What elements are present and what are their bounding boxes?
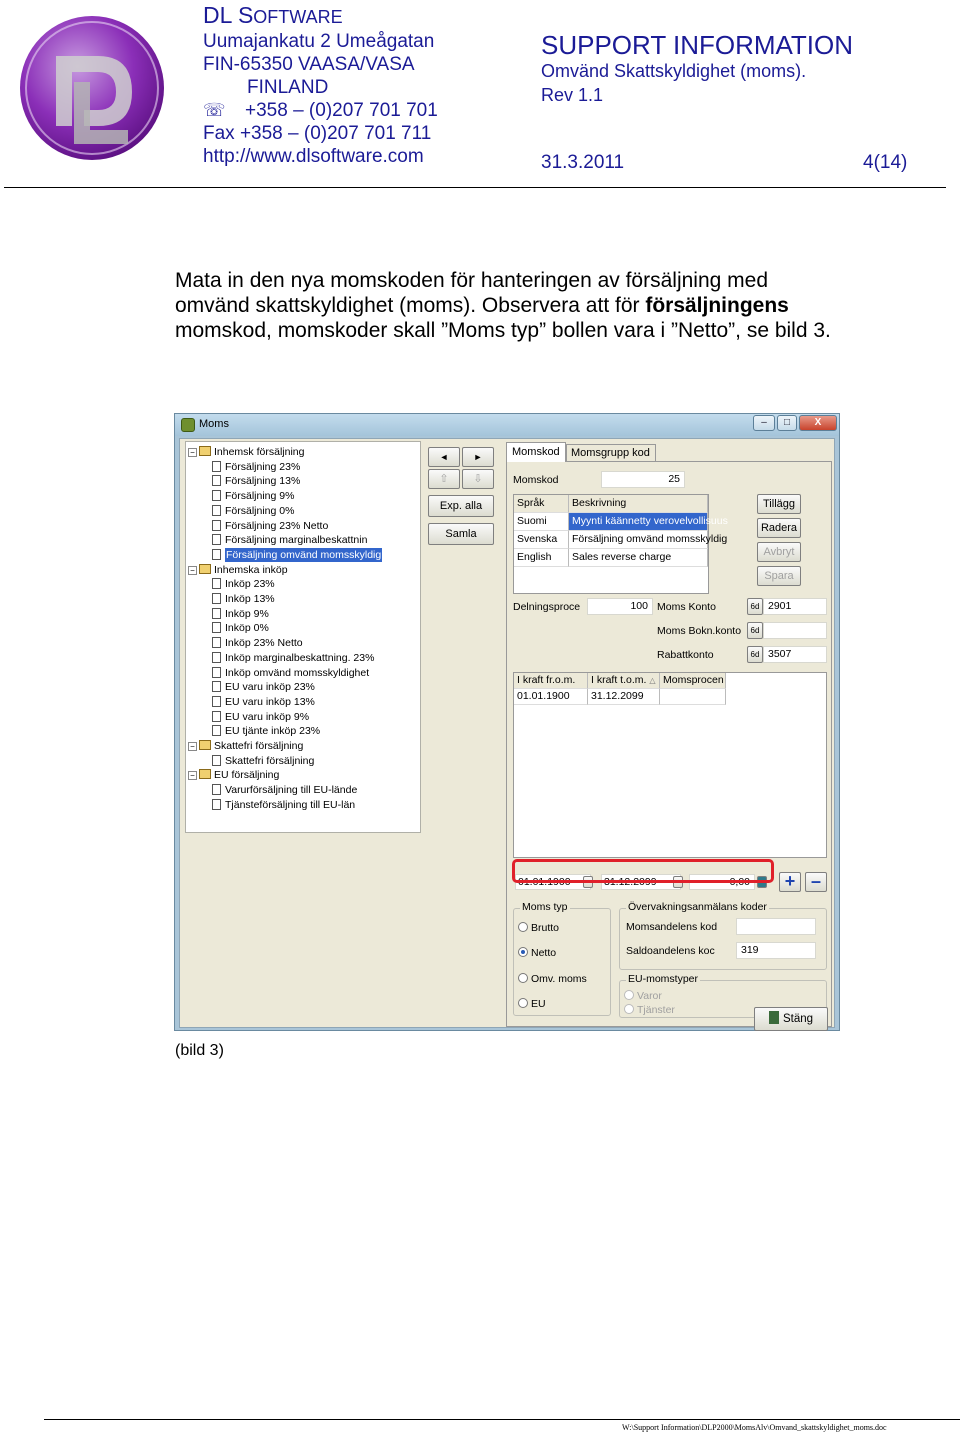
tree-item[interactable]: [212, 621, 269, 635]
tree-item-label: Försäljning 0%: [225, 504, 295, 517]
website-url[interactable]: http://www.dlsoftware.com: [203, 146, 424, 167]
document-icon: [212, 696, 221, 707]
moms-konto-field[interactable]: 2901: [763, 598, 827, 615]
document-icon: [212, 784, 221, 795]
app-icon: [181, 418, 195, 432]
document-icon: [212, 799, 221, 810]
book-icon: [199, 564, 211, 574]
moms-bokn-konto-field[interactable]: [763, 622, 827, 639]
radio-varor[interactable]: Varor: [624, 990, 662, 1002]
figure-caption: (bild 3): [175, 1042, 224, 1059]
table-row[interactable]: [514, 549, 708, 567]
tree-item-label: EU tjänte inköp 23%: [225, 725, 321, 738]
tree-folder[interactable]: [188, 739, 304, 753]
tree-item[interactable]: [212, 460, 301, 474]
tree-item-label: Inköp 13%: [225, 593, 275, 605]
delning-label: Delningsproce: [513, 601, 581, 613]
collapse-all-button[interactable]: Samla: [428, 523, 494, 545]
document-icon: [212, 725, 221, 736]
document-icon: [212, 461, 221, 472]
collapse-icon[interactable]: −: [188, 771, 197, 780]
document-icon: [212, 490, 221, 501]
tree-item-label: Tjänsteförsäljning till EU-län: [225, 798, 356, 811]
expand-all-button[interactable]: Exp. alla: [428, 495, 494, 517]
company-name: DL SOFTWARE: [203, 2, 343, 28]
sort-icon: △: [649, 676, 656, 685]
language-cell: Suomi: [514, 513, 569, 531]
document-icon: [212, 549, 221, 560]
tree-item-label: Inköp 0%: [225, 622, 269, 635]
add-button[interactable]: Tillägg: [757, 494, 801, 514]
page-number: 4(14): [863, 152, 908, 173]
minimize-button[interactable]: –: [753, 415, 775, 431]
moms-konto-lookup-button[interactable]: 6d: [747, 598, 763, 615]
telephone-icon: ☏: [203, 100, 226, 120]
tree-folder[interactable]: [188, 768, 280, 782]
column-header-beskrivning[interactable]: Beskrivning: [569, 495, 708, 513]
momsandel-field[interactable]: [736, 918, 816, 935]
door-icon: [769, 1011, 779, 1024]
tree-item[interactable]: [212, 607, 269, 621]
tree-item[interactable]: [212, 798, 356, 812]
remove-row-button[interactable]: –: [805, 872, 827, 892]
table-row[interactable]: [514, 531, 728, 549]
document-icon: [212, 520, 221, 531]
radio-tjanster[interactable]: Tjänster: [624, 1004, 675, 1016]
overvakning-group: [619, 901, 827, 970]
tree-item-label: Försäljning 23%: [225, 460, 301, 473]
tree-item[interactable]: [212, 504, 295, 518]
pct-cell[interactable]: [660, 689, 726, 705]
document-icon: [212, 711, 221, 722]
address-line-1: Uumajankatu 2 Umeågatan: [203, 31, 435, 52]
overvakning-title: Övervakningsanmälans koder: [628, 901, 767, 913]
tree-item-label: Inköp marginalbeskattning. 23%: [225, 651, 375, 664]
nav-up-button[interactable]: ⇧: [428, 469, 460, 489]
collapse-icon[interactable]: −: [188, 448, 197, 457]
nav-right-button[interactable]: ►: [462, 447, 494, 467]
document-icon: [212, 534, 221, 545]
save-button[interactable]: Spara: [757, 566, 801, 586]
tree-item-label: Försäljning marginalbeskattnin: [225, 534, 368, 547]
document-icon: [212, 652, 221, 663]
saldoandel-label: Saldoandelens koc: [626, 945, 715, 957]
close-window-button[interactable]: X: [799, 415, 837, 431]
tree-item-label: Försäljning omvänd momsskyldig: [226, 548, 382, 561]
tab-momskod[interactable]: Momskod: [506, 442, 566, 462]
tree-item-label: Inköp 9%: [225, 607, 269, 620]
tree-item[interactable]: [212, 666, 370, 680]
instruction-paragraph: Mata in den nya momskoden för hanteringen av försäljning med omvänd skattskyldighet (moms). Observera att för försäljningens momskod, momskoder skall ”Moms typ” bollen vara i ”Netto”, se bild 3.: [175, 269, 831, 342]
tree-item-label: EU försäljning: [214, 769, 280, 782]
edit-to-date[interactable]: 31.12.2099: [601, 874, 681, 890]
column-header-from[interactable]: I kraft fr.o.m.: [514, 673, 588, 689]
language-grid: [513, 494, 728, 594]
column-header-to[interactable]: I kraft t.o.m. △: [588, 673, 660, 689]
moms-konto-label: Moms Konto: [657, 601, 716, 613]
radio-brutto[interactable]: Brutto: [518, 922, 559, 934]
tree-item[interactable]: [212, 577, 275, 591]
description-cell[interactable]: Sales reverse charge: [569, 549, 708, 567]
add-row-button[interactable]: +: [779, 872, 801, 892]
document-icon: [212, 578, 221, 589]
cancel-button[interactable]: Avbryt: [757, 542, 801, 562]
edit-from-date[interactable]: 01.01.1900: [515, 874, 591, 890]
language-grid-header: [514, 495, 708, 513]
saldoandel-field[interactable]: 319: [736, 942, 816, 959]
tree-item[interactable]: [212, 783, 358, 797]
rabattkonto-field[interactable]: 3507: [763, 646, 827, 663]
document-date: 31.3.2011: [541, 152, 625, 173]
tree-item-label: EU varu inköp 9%: [225, 710, 310, 723]
tree-item-label: Skattefri försäljning: [214, 740, 304, 752]
document-icon: [212, 593, 221, 604]
moms-typ-group: [513, 901, 611, 1016]
close-button[interactable]: Stäng: [754, 1007, 828, 1031]
from-cell[interactable]: 01.01.1900: [514, 689, 588, 705]
document-icon: [212, 608, 221, 619]
tab-momsgrupp-kod[interactable]: Momsgrupp kod: [566, 444, 656, 462]
moms-tree[interactable]: [185, 441, 421, 833]
nav-down-button[interactable]: ⇩: [462, 469, 494, 489]
revision: Rev 1.1: [541, 85, 604, 105]
tree-item[interactable]: [212, 548, 382, 562]
tree-item-label: EU varu inköp 23%: [225, 681, 315, 694]
delete-button[interactable]: Radera: [757, 518, 801, 538]
eu-momstyper-title: EU-momstyper: [628, 973, 699, 985]
tree-item[interactable]: [212, 724, 321, 738]
book-icon: [199, 740, 211, 750]
table-row[interactable]: [514, 513, 728, 531]
moms-bokn-lookup-button[interactable]: 6d: [747, 622, 763, 639]
momskod-field[interactable]: 25: [601, 471, 685, 488]
tree-item[interactable]: [212, 710, 310, 724]
tree-item[interactable]: [212, 651, 375, 665]
tree-item-label: Inköp omvänd momsskyldighet: [225, 666, 370, 679]
rabattkonto-lookup-button[interactable]: 6d: [747, 646, 763, 663]
book-icon: [199, 769, 211, 779]
document-icon: [212, 681, 221, 692]
to-cell[interactable]: 31.12.2099: [588, 689, 660, 705]
tree-item-label: Försäljning 23% Netto: [225, 519, 329, 532]
tree-item-label: Försäljning 9%: [225, 490, 295, 503]
book-icon: [199, 446, 211, 456]
tree-item[interactable]: [212, 533, 368, 547]
tree-item[interactable]: [212, 754, 315, 768]
document-icon: [212, 622, 221, 633]
language-cell: English: [514, 549, 569, 567]
column-header-sprak[interactable]: Språk: [514, 495, 569, 513]
description-cell[interactable]: Myynti käännetty verovelvollisuus: [569, 513, 708, 531]
language-cell: Svenska: [514, 531, 569, 549]
document-icon: [212, 755, 221, 766]
document-title: SUPPORT INFORMATION: [541, 30, 854, 60]
radio-netto[interactable]: Netto: [518, 947, 556, 959]
tree-item[interactable]: [212, 680, 315, 694]
tree-item[interactable]: [212, 636, 303, 650]
tree-folder[interactable]: [188, 445, 305, 459]
edit-percent[interactable]: 0,00: [689, 874, 755, 890]
nav-left-button[interactable]: ◄: [428, 447, 460, 467]
tree-item-label: EU varu inköp 13%: [225, 695, 315, 708]
phone-line: ☏ +358 – (0)207 701 701: [203, 100, 438, 121]
tree-item-label: Skattefri försäljning: [225, 754, 315, 767]
validity-grid: [513, 672, 827, 858]
tree-item-label: Inköp 23% Netto: [225, 637, 303, 650]
window-client-area: [179, 438, 835, 1028]
tree-item-label: Inköp 23%: [225, 578, 275, 591]
moms-typ-title: Moms typ: [522, 901, 568, 913]
header-divider: [4, 187, 946, 188]
moms-bokn-konto-label: Moms Bokn.konto: [657, 625, 742, 637]
document-subtitle: Omvänd Skattskyldighet (moms).: [541, 61, 807, 81]
country: FINLAND: [247, 77, 329, 98]
momskod-panel: [506, 461, 832, 1027]
tree-item-label: Försäljning 13%: [225, 475, 301, 488]
tree-item-label: Inhemsk försäljning: [214, 446, 305, 458]
momskod-label: Momskod: [513, 474, 559, 486]
document-icon: [212, 667, 221, 678]
fax-line: Fax +358 – (0)207 701 711: [203, 123, 432, 144]
window-title: Moms: [199, 418, 229, 430]
description-cell[interactable]: Försäljning omvänd momsskyldig: [569, 531, 708, 549]
tree-item-label: Varurförsäljning till EU-lände: [225, 784, 358, 797]
delning-field[interactable]: 100: [587, 598, 653, 615]
column-header-pct[interactable]: Momsprocen: [660, 673, 726, 689]
moms-window: [174, 413, 840, 1031]
collapse-icon[interactable]: −: [188, 742, 197, 751]
tree-item[interactable]: [212, 474, 301, 488]
radio-omv-moms[interactable]: Omv. moms: [518, 973, 587, 985]
tree-item[interactable]: [212, 592, 275, 606]
collapse-icon[interactable]: −: [188, 566, 197, 575]
footer-file-path: W:\Support Information\DLP2000\MomsAlv\Omvand_skattskyldighet_moms.doc: [622, 1423, 887, 1432]
radio-eu[interactable]: EU: [518, 998, 546, 1010]
tree-folder[interactable]: [188, 563, 288, 577]
tree-item[interactable]: [212, 489, 295, 503]
highlight-annotation: [512, 859, 774, 883]
footer-divider: [44, 1419, 960, 1420]
rabattkonto-label: Rabattkonto: [657, 649, 714, 661]
momsandel-label: Momsandelens kod: [626, 921, 718, 933]
dl-logo: [18, 14, 166, 162]
document-icon: [212, 637, 221, 648]
tree-item-label: Inhemska inköp: [214, 563, 288, 576]
document-icon: [212, 475, 221, 486]
address-line-2: FIN-65350 VAASA/VASA: [203, 54, 415, 75]
maximize-button[interactable]: □: [777, 415, 797, 431]
tree-item[interactable]: [212, 695, 315, 709]
window-titlebar[interactable]: [175, 414, 839, 436]
document-icon: [212, 505, 221, 516]
tree-item[interactable]: [212, 519, 329, 533]
